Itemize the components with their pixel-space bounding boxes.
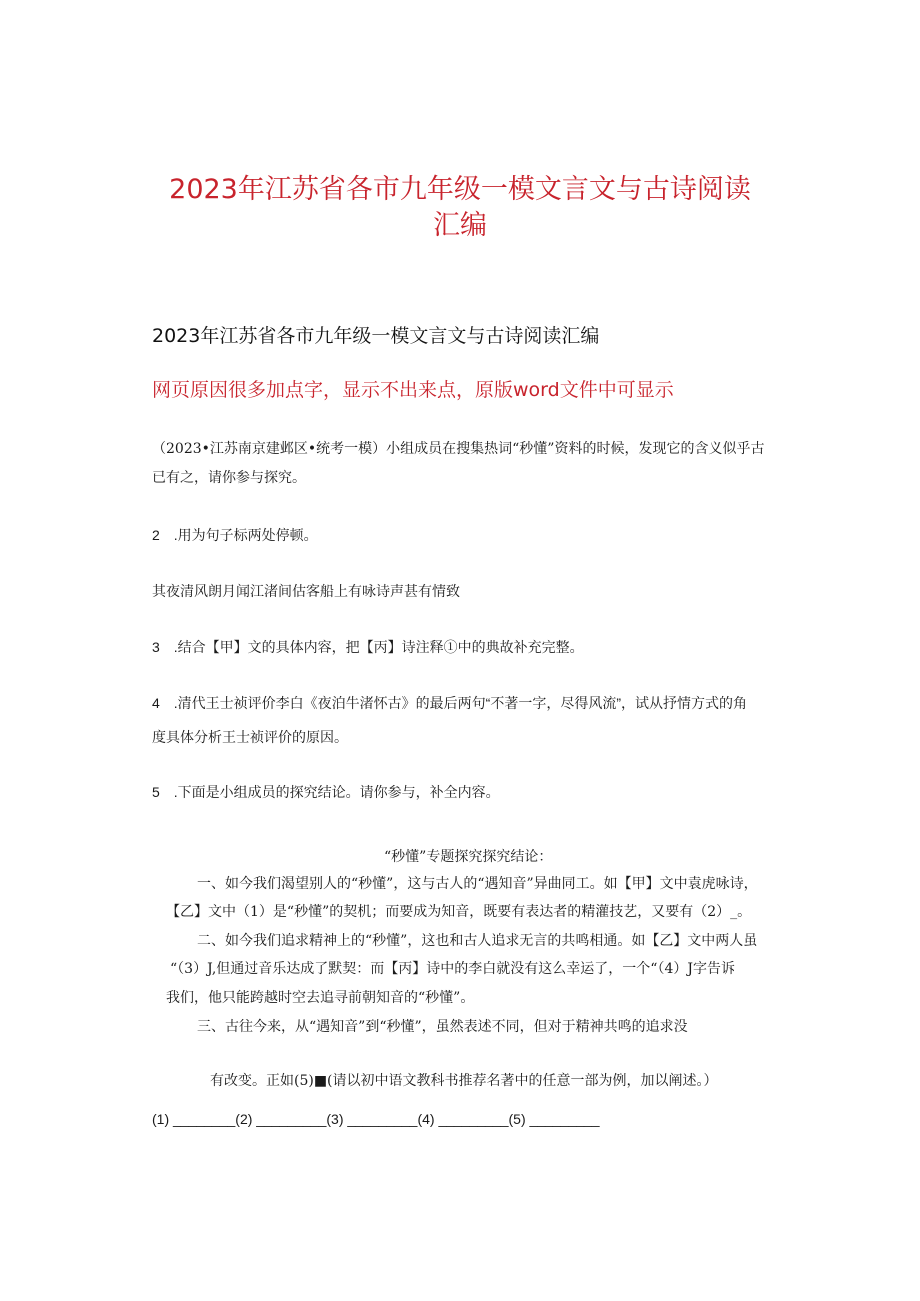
conclusion-2-line-3: 我们，他只能跨越时空去追寻前朝知音的“秒懂”。 bbox=[166, 990, 475, 1006]
intro-line-2: 已有之，请你参与探究。 bbox=[152, 470, 306, 486]
conclusion-3-line-1: 三、古往今来，从“遇知音”到“秒懂”，虽然表述不同，但对于精神共鸣的追求没 bbox=[197, 1019, 688, 1035]
conclusion-2-line-1: 二、如今我们追求精神上的“秒懂”，这也和古人追求无言的共鸣相通。如【乙】文中两人虽 bbox=[197, 933, 758, 949]
conclusion-2-line-2: “（3）J,但通过音乐达成了默契：而【丙】诗中的李白就没有这么幸运了，一个“（4）J字告诉 bbox=[170, 961, 735, 977]
conclusion-title: “秒懂”专题探究探究结论： bbox=[384, 849, 553, 865]
format-notice: 网页原因很多加点字，显示不出来点，原版word文件中可显示 bbox=[152, 379, 674, 401]
question-5: 5 .下面是小组成员的探究结论。请你参与，补全内容。 bbox=[152, 784, 500, 800]
conclusion-1-line-1: 一、如今我们渴望别人的“秒懂”，这与古人的“遇知音”异曲同工。如【甲】文中袁虎咏诗， bbox=[197, 876, 758, 892]
intro-line-1: （2023•江苏南京建邺区•统考一模）小组成员在搜集热词“秒懂”资料的时候，发现它的含义似乎古 bbox=[152, 441, 765, 457]
question-4-line-1: 4 .清代王士祯评价李白《夜泊牛渚怀古》的最后两句“不著一字，尽得风流”，试从抒情方式的角 bbox=[152, 695, 747, 711]
conclusion-3-line-2: 有改变。正如(5)■(请以初中语文教科书推荐名著中的任意一部为例，加以阐述。） bbox=[210, 1073, 718, 1089]
question-2: 2 .用为句子标两处停顿。 bbox=[152, 527, 318, 543]
question-2-sentence: 其夜清风朗月闻江渚间估客船上有咏诗声甚有情致 bbox=[152, 584, 460, 600]
question-3: 3 .结合【甲】文的具体内容，把【丙】诗注释①中的典故补充完整。 bbox=[152, 639, 584, 655]
question-4-line-2: 度具体分析王士祯评价的原因。 bbox=[152, 730, 348, 746]
answer-blanks: (1) ________(2) _________(3) _________(4) _________(5) _________ bbox=[152, 1111, 600, 1127]
document-title-line2: 汇编 bbox=[433, 210, 487, 241]
conclusion-1-line-2: 【乙】文中（1）是“秒懂”的契机；而要成为知音，既要有表达者的精灌技艺，又要有（2）_。 bbox=[166, 904, 752, 920]
document-title-line1: 2023年江苏省各市九年级一模文言文与古诗阅读 bbox=[169, 174, 751, 205]
section-heading: 2023年江苏省各市九年级一模文言文与古诗阅读汇编 bbox=[152, 325, 600, 347]
